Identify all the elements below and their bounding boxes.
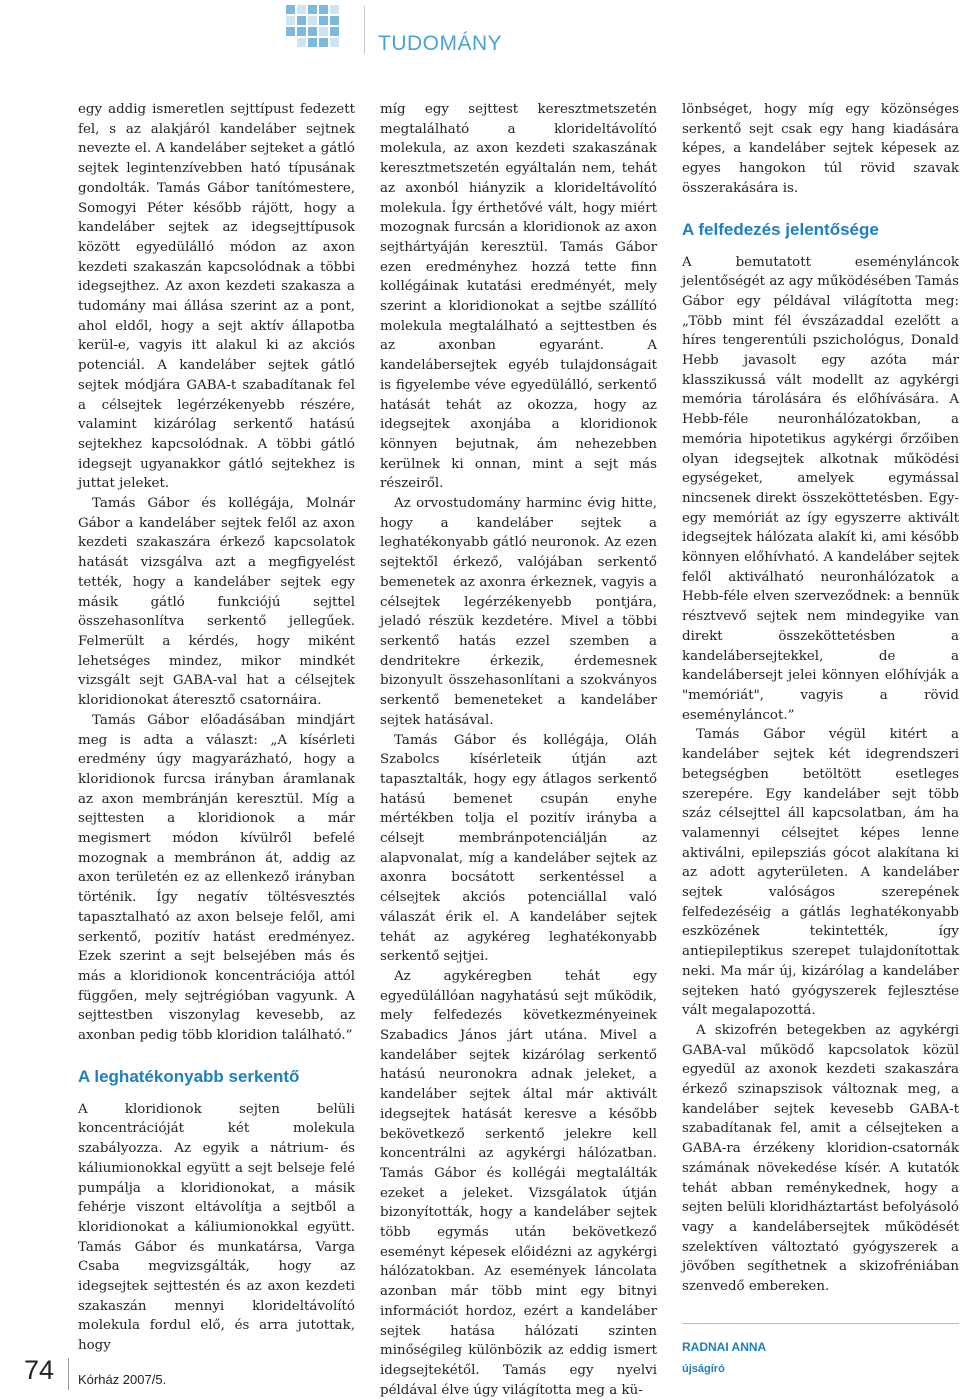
- paragraph: egy addig ismeretlen sejttípust fedezett fel, s az alakjáról kandeláber sejtnek nevezte el. A kandeláber sejteket a gátló sejtek legintenzívebben ható típusának gondolták. Tamás Gábor tanítómestere, Somogyi Péter később rájött, hogy a kandeláber sejtek az idegsejttípusok között egyedülálló módon az axon kezdeti szakaszán kapcsolódnak a többi idegsejthez. Az axon kezdeti szakasza a tudomány mai állása szerint az a pont, ahol eldől, hogy a sejt aktív állapotba kerül-e, vagyis itt alakul ki az akciós potenciál. A kandeláber sejtek gátló sejtek módjára GABA-t szabadítanak fel a célsejtek legérzékenyebb részére, valamint kizárólag serkentő hatású sejtekhez kapcsolódnak. A többi gátló idegsejt ugyanakkor gátló sejtekhez is juttat jeleket.: [78, 102, 355, 492]
- section-label: TUDOMÁNY: [378, 32, 503, 55]
- section-heading: A felfedezés jelentősége: [682, 219, 879, 239]
- paragraph: lönbséget, hogy míg egy közönséges serkentő sejt csak egy hang kiadására képes, a kandeláber sejtek képesek az egyes hangokon túl rövid szavak összerakására is.: [682, 102, 959, 196]
- paragraph: Tamás Gábor és kollégája, Oláh Szabolcs kísérleteik útján azt tapasztalták, hogy egy átlagos serkentő hatású bemenet csupán enyhe mértékben tolja el pozitív irányba a célsejt membránpotenciálján az alapvonalat, míg a kandeláber sejtek az axonra bocsátott serkentéssel a célsejtek akciós potenciállal való válaszát érik el. A kandeláber sejtek tehát az agykéreg leghatékonyabb serkentő sejtjei.: [380, 732, 657, 965]
- paragraph: Tamás Gábor előadásában mindjárt meg is adta a választ: „A kísérleti eredmény úgy magyarázható, hogy a kloridionok furcsa irányban áramlanak az axon membránján keresztül. Míg a sejttesten a kloridionok a már megismert módon kívülről befelé mozognak a membránon át, addig az axon területén ez az ellenkező irányban történik. Így negatív töltésvesztés tapasztalható az axon belseje felől, ami serkentő, pozitív hatást eredményez. Ezek szerint a sejt belsejében más és más a kloridionok koncentrációja attól függően, mely sejtrégióban vagyunk. A sejttestben viszonylag kevesebb, az axonban pedig több kloridion található.”: [78, 712, 355, 1044]
- crossword-grid-logo-icon: [282, 3, 348, 53]
- publication-title: Kórház 2007/5.: [78, 1372, 167, 1387]
- author-role: újságíró: [682, 1362, 725, 1375]
- header-divider: [364, 6, 365, 54]
- paragraph: A skizofrén betegekben az agykérgi GABA-val működő kapcsolatok közül egyedül az axonok kezdeti szakaszára érkező szinapszisok változnak meg, a kandeláber sejtek kevesebb GABA-t szabadítanak fel, amit a célsejteken a GABA-ra érzékeny kloridion-csatornák számának növekedése kísér. A kutatók tehát abban reménykednek, hogy a sejten belüli kloridháztartást befolyásoló vagy a kandelábersejtek működését szelektíven változtató gyógyszerek a jövőben segíthetnek a skizofréniában szenvedő embereken.: [682, 1022, 959, 1295]
- paragraph: Az agykéregben tehát egy egyedülállóan nagyhatású sejt működik, mely felfedezés következményeinek Szabadics János járt utána. Mivel a kandeláber sejtek kizárólag serkentő hatású neuronokra adnak jeleket, a kandeláber sejtek által már aktivált idegsejtek hatását keresve a később bekövetkező serkentő jelekre kell koncentrálni az agykérgi hálózatban. Tamás Gábor és kollégái megtalálták ezeket a jeleket. Vizsgálatok útján bizonyították, hogy a kandeláber sejtek több egymás után bekövetkező eseményt képesek előidézni az agykérgi hálózatokban. Az események láncolata azonban már több mint egy bitnyi információt hordoz, ezért a kandeláber sejtek hatása hálózati szinten minőségileg különbözik az eddig ismert idegsejtekétől. Tamás egy nyelvi példával élve úgy világította meg a kü-: [380, 968, 657, 1398]
- footer-divider: [68, 1358, 69, 1390]
- paragraph: Az orvostudomány harminc évig hitte, hogy a kandeláber sejtek a leghatékonyabb gátló neuronok. Az ezen sejtektől érkező, valójában serkentő bemenetek az axonra érkeznek, vagyis a célsejtek legérzékenyebb pontjára, jeladó részük kezdetére. Mivel a többi serkentő hatás ezzel szemben a dendritekre érkezik, érdemesnek bizonyult összehasonlítani a szokványos serkentő bemeneteket a kandeláber sejtek hatásával.: [380, 496, 657, 728]
- paragraph: A bemutatott eseményláncok jelentőségét az agy működésében Tamás Gábor egy példával világította meg: „Több mint fél évszázaddal ezelőtt a híres tengerentúli pszichológus, Donald Hebb javasolt egy azóta már klasszikussá vált modellt az agykérgi memória tárolására és előhívására. A Hebb-féle neuronhálózatokban, a memória hipotetikus agykérgi őrzőiben olyan idegsejtek alkotnak működési egységeket, amelyek egymással nincsenek direkt összeköttetésben. Egy-egy memóriát az így egyszerre aktivált idegsejtek hálózata alakít ki, ami később könnyen előhívható. A kandeláber sejtek felől aktiválható neuronhálózatok a Hebb-féle elven szerveződnek: a bennük résztvevő sejtek nem mindegyike van direkt összeköttetésben a kandelábersejtekkel, de a kandelábersejt jelei könnyen előhívják a "memóriát", vagyis a rövid eseményláncot.”: [682, 254, 959, 723]
- paragraph: A kloridionok sejten belüli koncentrációját két molekula szabályozza. Az egyik a nátrium- és káliumionokkal együtt a sejt belseje felé pumpálja a kloridionokat, a másik fehérje viszont eltávolítja a sejtből a kloridionokat a káliumionokkal együtt. Tamás Gábor és munkatársa, Varga Csaba megvizsgálták, hogy az idegsejtek sejttestén és az axon kezdeti szakaszán mennyi klorideltávolító molekula fordul elő, és arra jutottak, hogy: [78, 1101, 355, 1354]
- section-heading: A leghatékonyabb serkentő: [78, 1066, 300, 1086]
- paragraph: míg egy sejttest keresztmetszetén megtalálható a klorideltávolító molekula, az axon kezdeti szakaszának keresztmetszetén egyáltalán nem, tehát az axonból hiányzik a klorideltávolító molekula. Így érthetővé vált, hogy miért mozognak furcsán a kloridionok az axon sejthártyáján keresztül. Tamás Gábor ezen eredményhez hozzá tette finn kollégáinak kutatási eredményét, mely szerint a kloridionokat a sejtbe szállító molekula megtalálható a sejttestben és az axonban egyaránt. A kandelábersejtek egyéb tulajdonságait is figyelembe véve egyedülálló, serkentő hatását tehát az okozza, hogy az idegsejtek axonjába a kloridionok könnyen bejutnak, ám nehezebben kerülnek ki onnan, mint a sejt más részeiről.: [380, 102, 657, 492]
- author-name: RADNAI ANNA: [682, 1339, 767, 1354]
- paragraph: Tamás Gábor és kollégája, Molnár Gábor a kandeláber sejtek felől az axon kezdeti szakaszára érkező kapcsolatok hatását vizsgálva azt a megfigyelést tették, hogy a kandeláber sejtek egy másik gátló funkciójú sejttel összehasonlítva serkentő jellegűek. Felmerült a kérdés, hogy miként lehetséges mindez, mikor mindkét vizsgált sejt GABA-val hat a célsejtek kloridionokat áteresztő csatornáira.: [78, 496, 355, 709]
- paragraph: Tamás Gábor végül kitért a kandeláber sejtek két idegrendszeri betegségben betöltött esetleges szerepére. Egy kandeláber sejt több száz célsejttel áll kapcsolatban, ám ha valamennyi célsejtet képes lenne aktiválni, epilepsziás gócot alakítana ki az adott agyterületen. A kandeláber sejtek valóságos szerepének felfedezéséig a gátlás leghatékonyabb eszközének tekintették, így antiepileptikus szerepet tulajdonítottak neki. Ma már új, kizárólag a kandeláber sejteken ható gyógyszerek fejlesztése vált megalapozottá.: [682, 727, 959, 1019]
- author-box: [682, 1323, 959, 1378]
- article-column-2: [380, 100, 657, 1400]
- page-number: 74: [24, 1355, 55, 1385]
- article-column-3: [682, 100, 959, 1378]
- article-column-1: [78, 100, 355, 1356]
